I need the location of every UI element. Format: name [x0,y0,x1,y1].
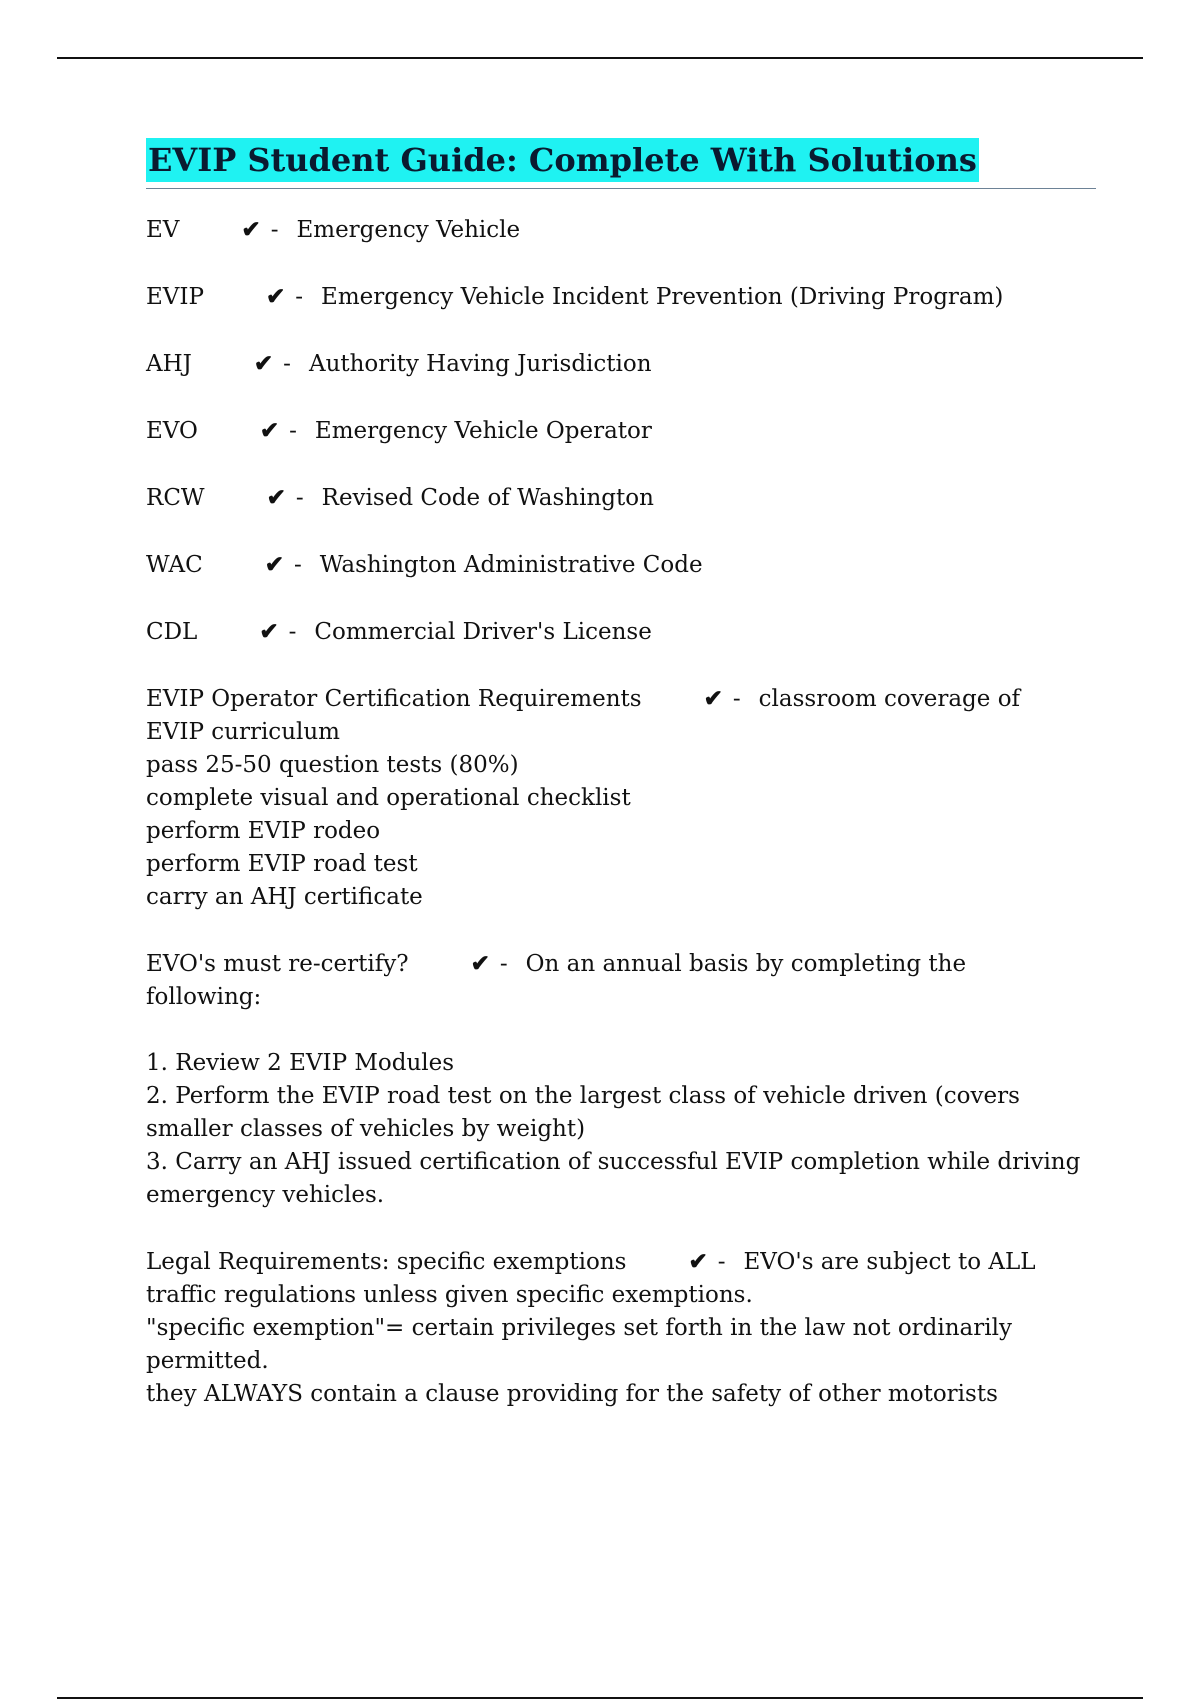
entry-term: WAC [146,552,203,578]
glossary-entry-rcw [146,481,1096,515]
recertify-step: 3. Carry an AHJ issued certification of successful EVIP completion while driving emergency vehicles. [146,1149,1081,1208]
checkmark-icon: ✔ [259,417,280,444]
glossary-entry-wac [146,548,1096,582]
entry-definition: Emergency Vehicle Operator [314,418,652,444]
checkmark-icon: ✔ [264,551,284,578]
entry-term: Legal Requirements: specific exemptions [146,1249,627,1275]
entry-term: EVIP [146,284,204,310]
checkmark-icon: ✔ [470,950,490,977]
checkmark-icon: ✔ [266,484,286,511]
requirement-line: complete visual and operational checklist [146,785,631,811]
entry-term: EV [146,217,180,243]
document-body [146,138,1096,1444]
entry-dash: - [295,485,304,511]
entry-dash: - [288,619,297,645]
glossary-entry-ahj [146,347,1096,381]
legal-line: "specific exemption"= certain privileges set forth in the law not ordinarily permitted. [146,1315,1012,1374]
glossary-entry-evip [146,280,1096,314]
definition-continuation: following: [146,984,262,1010]
entry-dash: - [499,951,508,977]
legal-line: traffic regulations unless given specific exemptions. [146,1282,753,1308]
glossary-entry-evo [146,414,1096,448]
requirement-line: perform EVIP road test [146,851,418,877]
recertify-step: 1. Review 2 EVIP Modules [146,1050,455,1076]
entry-term: EVO [146,418,198,444]
entry-definition: Emergency Vehicle Incident Prevention (Driving Program) [321,284,1004,310]
entry-dash: - [732,686,741,712]
entry-definition: Emergency Vehicle [296,217,521,243]
checkmark-icon: ✔ [259,618,279,645]
entry-dash: - [283,351,291,377]
entry-dash: - [717,1249,726,1275]
entry-definition: Authority Having Jurisdiction [308,351,652,377]
entry-term: AHJ [146,351,192,377]
checkmark-icon: ✔ [703,685,723,712]
legal-requirements-entry [146,1245,1096,1411]
checkmark-icon: ✔ [265,283,286,310]
recertify-entry [146,947,1096,1212]
entry-term: EVIP Operator Certification Requirements [146,686,642,712]
requirement-line: pass 25-50 question tests (80%) [146,752,519,778]
requirement-line: carry an AHJ certificate [146,884,423,910]
requirement-line: perform EVIP rodeo [146,818,381,844]
legal-line: they ALWAYS contain a clause providing for the safety of other motorists [146,1381,998,1407]
requirement-line: EVIP curriculum [146,719,340,745]
certification-requirements-entry [146,682,1096,914]
entry-dash: - [270,217,279,243]
entry-dash: - [289,418,297,444]
entry-dash: - [293,552,302,578]
checkmark-icon: ✔ [688,1248,708,1275]
recertify-step: 2. Perform the EVIP road test on the largest class of vehicle driven (covers smaller classes of vehicles by weight) [146,1083,1020,1142]
title-underline [146,138,1096,189]
entry-definition: classroom coverage of [758,686,1021,712]
entry-definition: On an annual basis by completing the [525,951,967,977]
entry-dash: - [295,284,304,310]
glossary-entry-cdl [146,615,1096,649]
page-title: EVIP Student Guide: Complete With Solutions [146,138,979,182]
entry-definition: Revised Code of Washington [321,485,654,511]
checkmark-icon: ✔ [241,216,261,243]
entry-term: EVO's must re-certify? [146,951,409,977]
entry-definition: Washington Administrative Code [319,552,703,578]
bottom-rule [57,1697,1143,1699]
entry-definition: EVO's are subject to ALL [743,1249,1036,1275]
paragraph-gap [146,1014,1096,1047]
entry-term: CDL [146,619,198,645]
entry-term: RCW [146,485,205,511]
entry-definition: Commercial Driver's License [314,619,652,645]
glossary-entry-ev [146,213,1096,247]
top-rule [57,57,1143,59]
checkmark-icon: ✔ [253,350,274,377]
